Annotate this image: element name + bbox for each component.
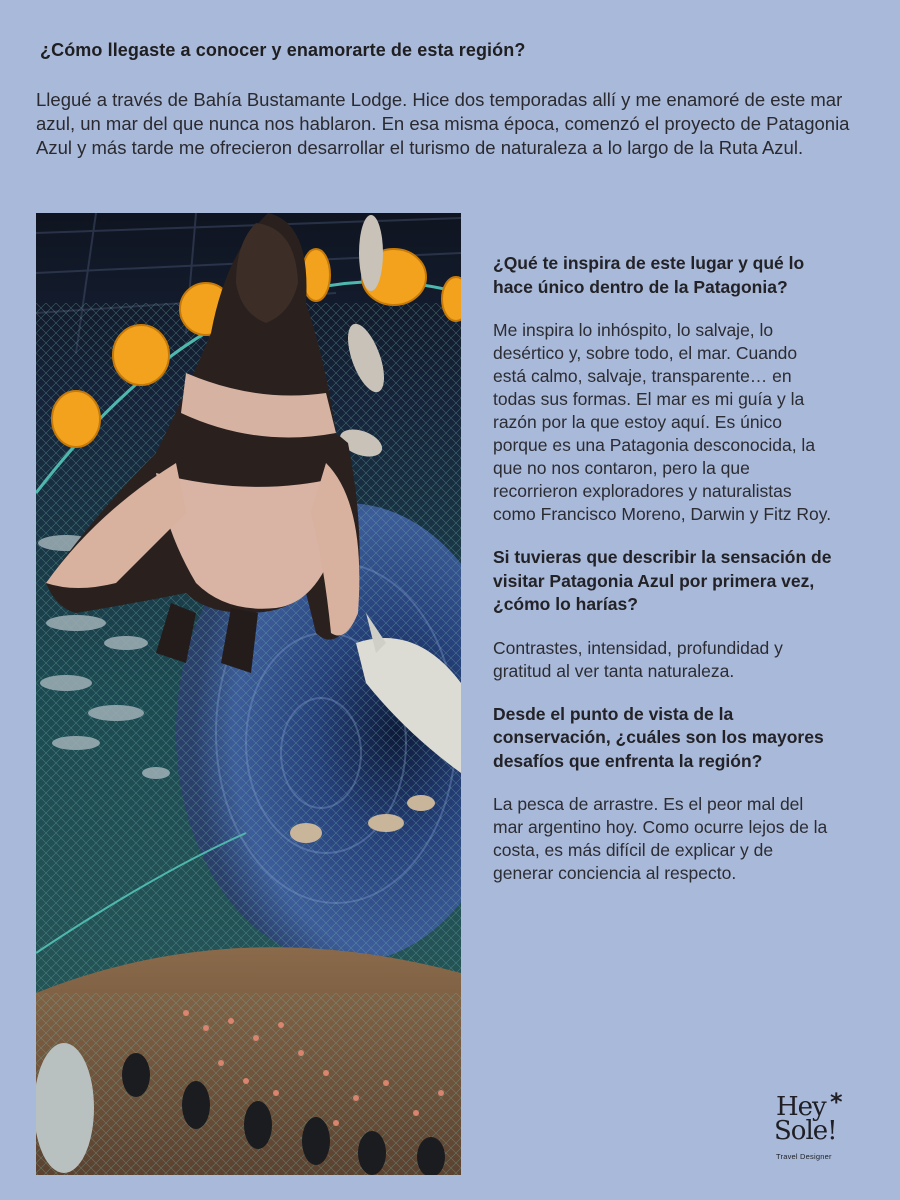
intro-question: ¿Cómo llegaste a conocer y enamorarte de esta región? <box>40 40 526 60</box>
asterisk-icon: * <box>830 1088 843 1116</box>
logo-line-1: Hey <box>776 1092 826 1122</box>
interview-question-inspiration: ¿Qué te inspira de este lugar y qué lo hace único dentro de la Patagonia? <box>493 253 805 297</box>
logo-line-2: Sole! <box>774 1116 837 1146</box>
interview-question-first-visit: Si tuvieras que describir la sensación de visitar Patagonia Azul por primera vez, ¿cómo lo harías? <box>493 547 832 614</box>
intro-answer: Llegué a través de Bahía Bustamante Lodge. Hice dos temporadas allí y me enamoré de este mar azul, un mar del que nunca nos hablaron. En esa misma época, comenzó el proyecto de Patagonia Azul y más tarde me ofrecieron desarrollar el turismo de naturaleza a lo largo de la Ruta Azul. <box>36 89 850 158</box>
museum-penguin-photo <box>36 213 461 1175</box>
hey-sole-logo <box>772 1090 862 1170</box>
logo-subtitle: Travel Designer <box>776 1152 832 1161</box>
interview-answer-conservation: La pesca de arrastre. Es el peor mal del mar argentino hoy. Como ocurre lejos de la costa, es más difícil de explicar y de generar conciencia al respecto. <box>493 794 828 883</box>
interview-answer-first-visit: Contrastes, intensidad, profundidad y gratitud al ver tanta naturaleza. <box>493 637 783 681</box>
interview-column <box>493 252 833 905</box>
interview-answer-inspiration: Me inspira lo inhóspito, lo salvaje, lo desértico y, sobre todo, el mar. Cuando está calmo, salvaje, transparente… en todas sus formas. El mar es mi guía y la razón por la que estoy aquí. Es único porque es una Patagonia desconocida, la que no nos contaron, pero la que recorrieron exploradores y naturalistas como Francisco Moreno, Darwin y Fitz Roy. <box>493 320 832 524</box>
interview-question-conservation: Desde el punto de vista de la conservación, ¿cuáles son los mayores desafíos que enfrenta la región? <box>493 703 824 771</box>
